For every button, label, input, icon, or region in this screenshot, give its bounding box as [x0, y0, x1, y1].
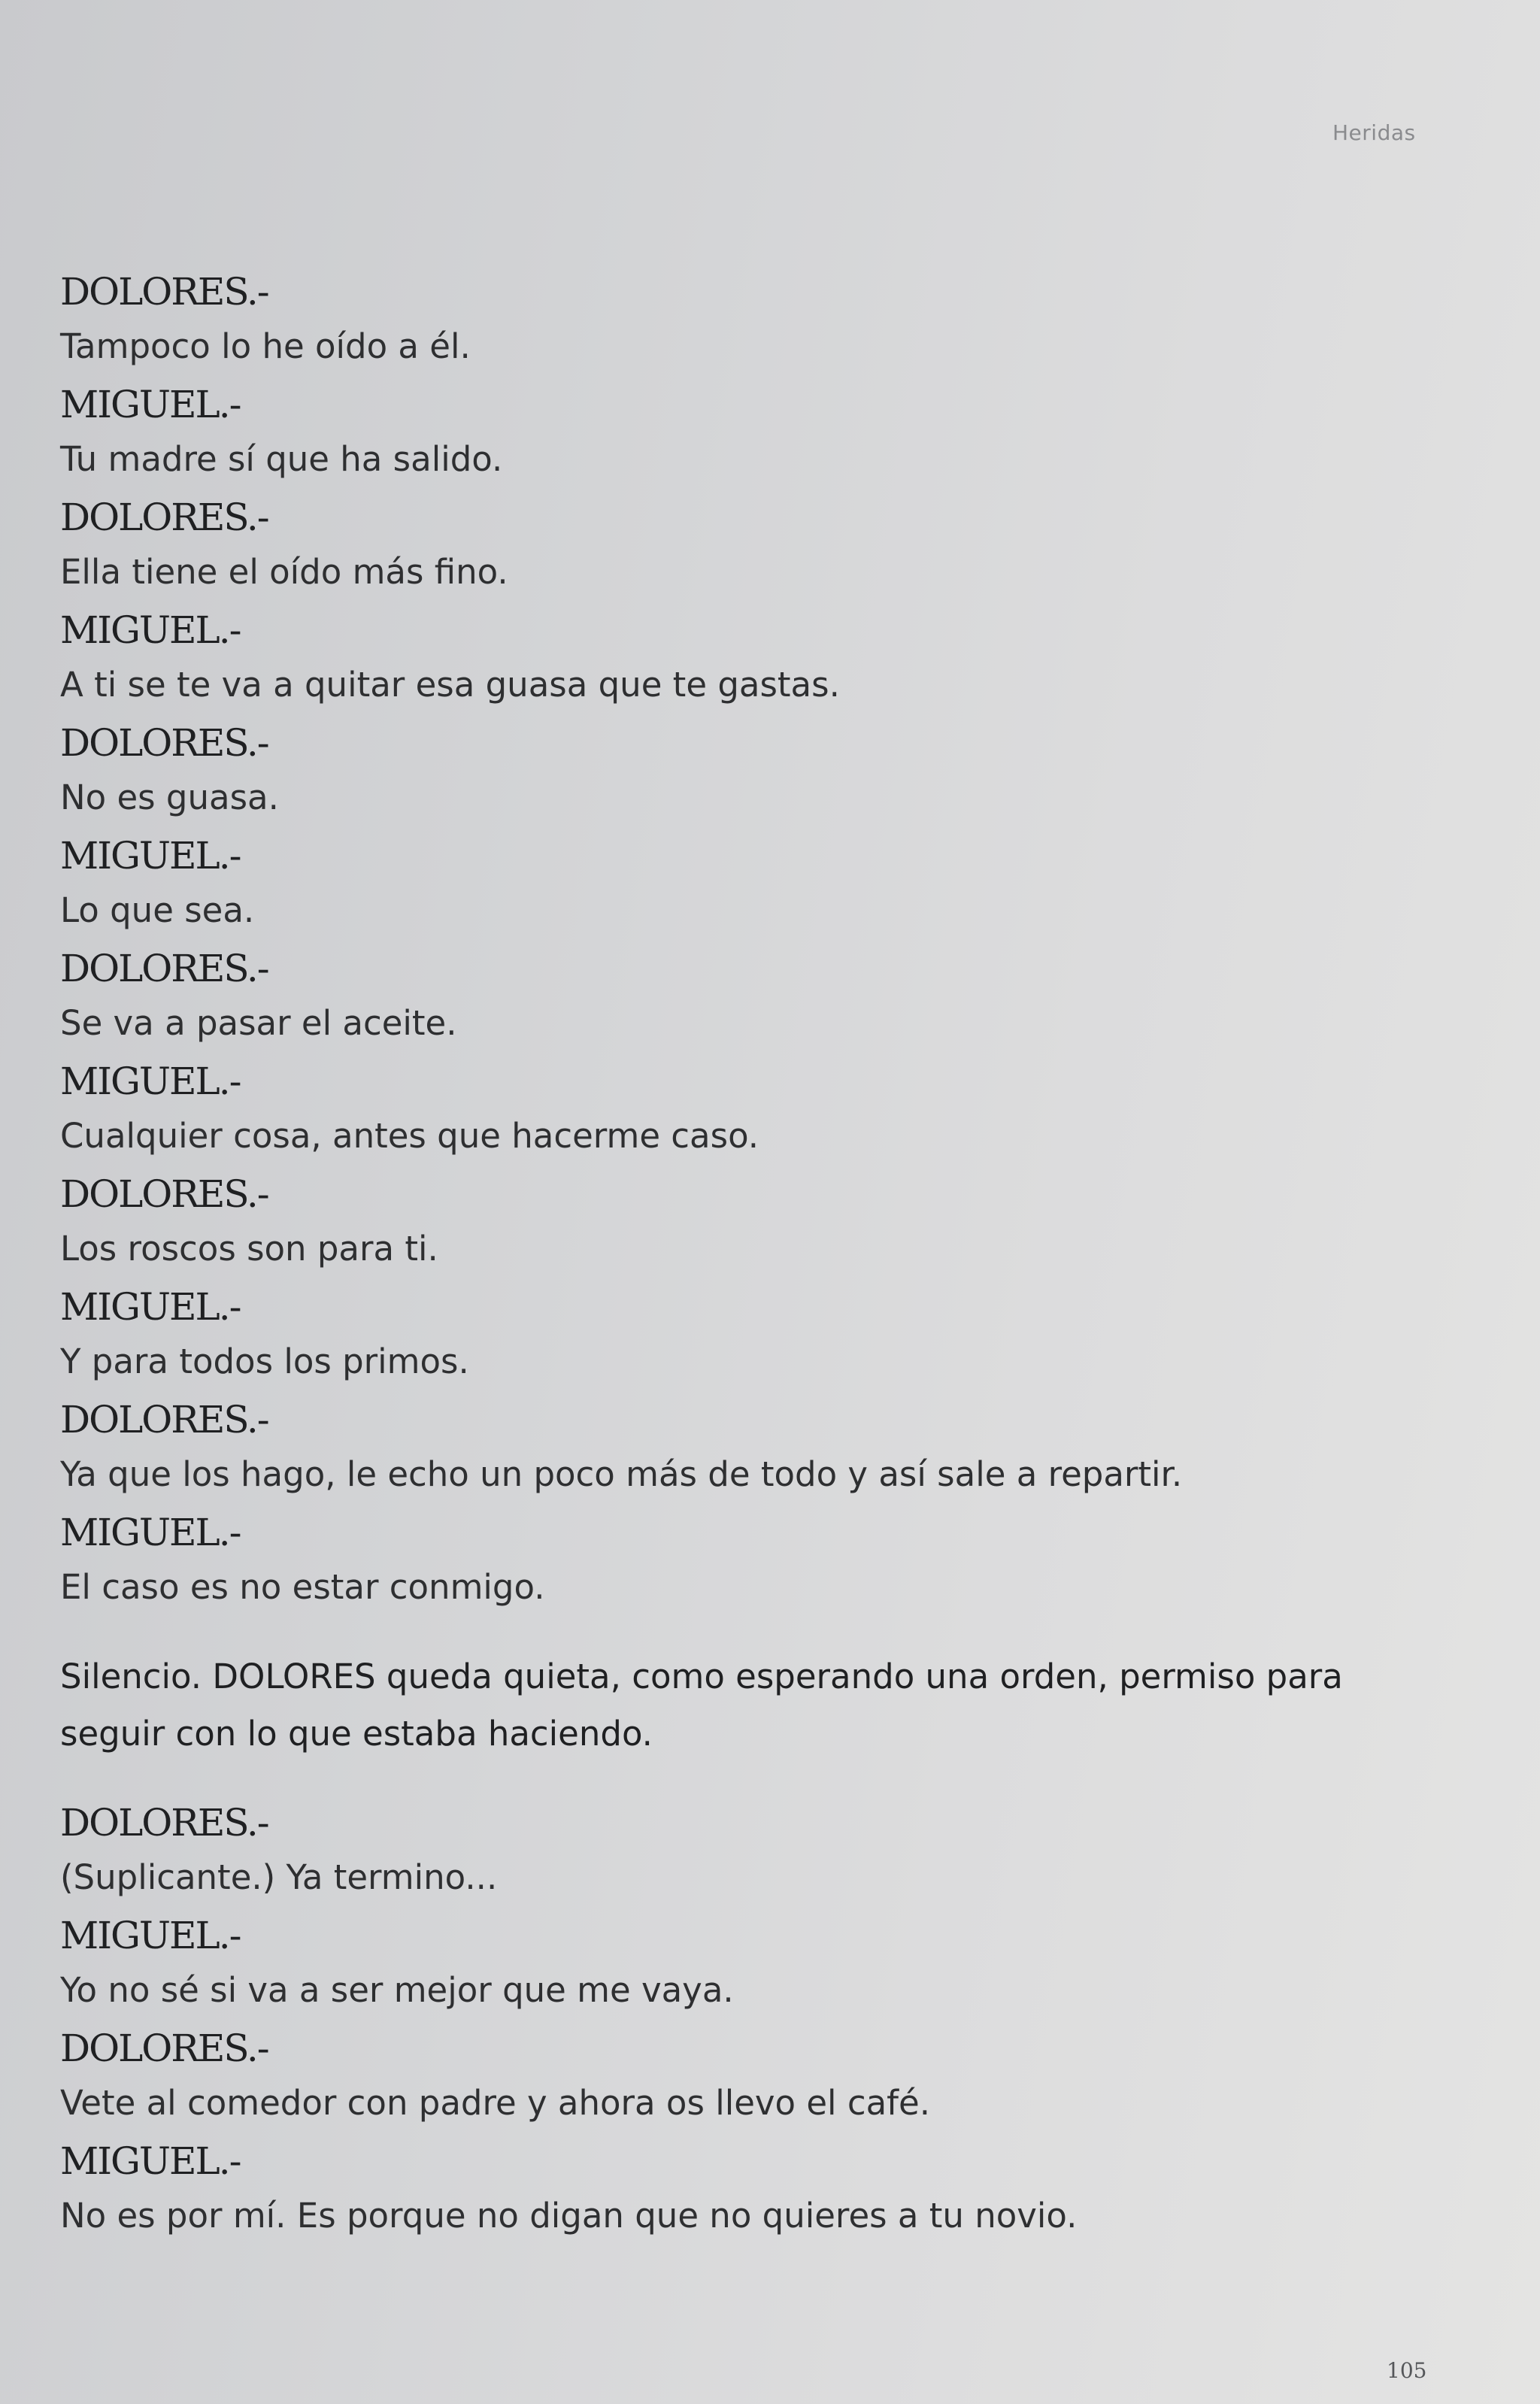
speaker-name: DOLORES.-: [60, 270, 268, 314]
dialogue-block: [60, 1908, 1459, 2018]
dialogue-block: [60, 1393, 1459, 1502]
dialogue-block: [60, 490, 1459, 600]
dialogue-line: Yo no sé si va a ser mejor que me vaya.: [60, 1970, 734, 2010]
speaker-name: DOLORES.-: [60, 2027, 268, 2070]
speaker-name: MIGUEL.-: [60, 1511, 241, 1554]
speaker-name: MIGUEL.-: [60, 383, 241, 426]
dialogue-line: Los roscos son para ti.: [60, 1229, 438, 1269]
dialogue-line: (Suplicante.) Ya termino...: [60, 1857, 498, 1897]
speaker-name: MIGUEL.-: [60, 2139, 241, 2183]
dialogue-line: Lo que sea.: [60, 890, 255, 930]
dialogue-line: El caso es no estar conmigo.: [60, 1567, 545, 1607]
dialogue-line: Ya que los hago, le echo un poco más de todo y así sale a repartir.: [60, 1454, 1183, 1494]
speaker-name: DOLORES.-: [60, 721, 268, 765]
speaker-name: DOLORES.-: [60, 496, 268, 539]
dialogue-block: [60, 829, 1459, 938]
dialogue-block: [60, 265, 1459, 374]
page-number: 105: [1387, 2358, 1427, 2383]
stage-direction: Silencio. DOLORES queda quieta, como esperando una orden, permiso para seguir con lo que estaba haciendo.: [60, 1657, 1343, 1754]
dialogue-line: Vete al comedor con padre y ahora os llevo el café.: [60, 2083, 931, 2123]
dialogue-block: [60, 1280, 1459, 1390]
dialogue-block: [60, 1167, 1459, 1277]
speaker-name: DOLORES.-: [60, 947, 268, 990]
speaker-name: DOLORES.-: [60, 1801, 268, 1845]
dialogue-line: Ella tiene el oído más fino.: [60, 552, 508, 592]
dialogue-block: [60, 1054, 1459, 1164]
dialogue-line: Tampoco lo he oído a él.: [60, 326, 471, 366]
script-body: [60, 265, 1459, 2247]
dialogue-line: No es por mí. Es porque no digan que no quieres a tu novio.: [60, 2196, 1078, 2236]
dialogue-block: [60, 1505, 1459, 1615]
dialogue-block: [60, 2134, 1459, 2244]
dialogue-line: Se va a pasar el aceite.: [60, 1003, 457, 1043]
speaker-name: MIGUEL.-: [60, 1914, 241, 1957]
dialogue-block: [60, 716, 1459, 826]
dialogue-block: [60, 2021, 1459, 2131]
running-header: Heridas: [1332, 120, 1416, 145]
dialogue-block: [60, 377, 1459, 487]
speaker-name: MIGUEL.-: [60, 1285, 241, 1329]
speaker-name: DOLORES.-: [60, 1172, 268, 1216]
dialogue-block: [60, 1796, 1459, 1905]
dialogue-line: Tu madre sí que ha salido.: [60, 439, 503, 479]
dialogue-line: Y para todos los primos.: [60, 1341, 469, 1381]
dialogue-block: [60, 603, 1459, 713]
speaker-name: MIGUEL.-: [60, 1060, 241, 1103]
dialogue-block: [60, 941, 1459, 1051]
speaker-name: MIGUEL.-: [60, 834, 241, 878]
speaker-name: DOLORES.-: [60, 1398, 268, 1441]
dialogue-line: No es guasa.: [60, 778, 279, 817]
dialogue-line: A ti se te va a quitar esa guasa que te gastas.: [60, 665, 840, 705]
speaker-name: MIGUEL.-: [60, 608, 241, 652]
dialogue-line: Cualquier cosa, antes que hacerme caso.: [60, 1116, 759, 1156]
